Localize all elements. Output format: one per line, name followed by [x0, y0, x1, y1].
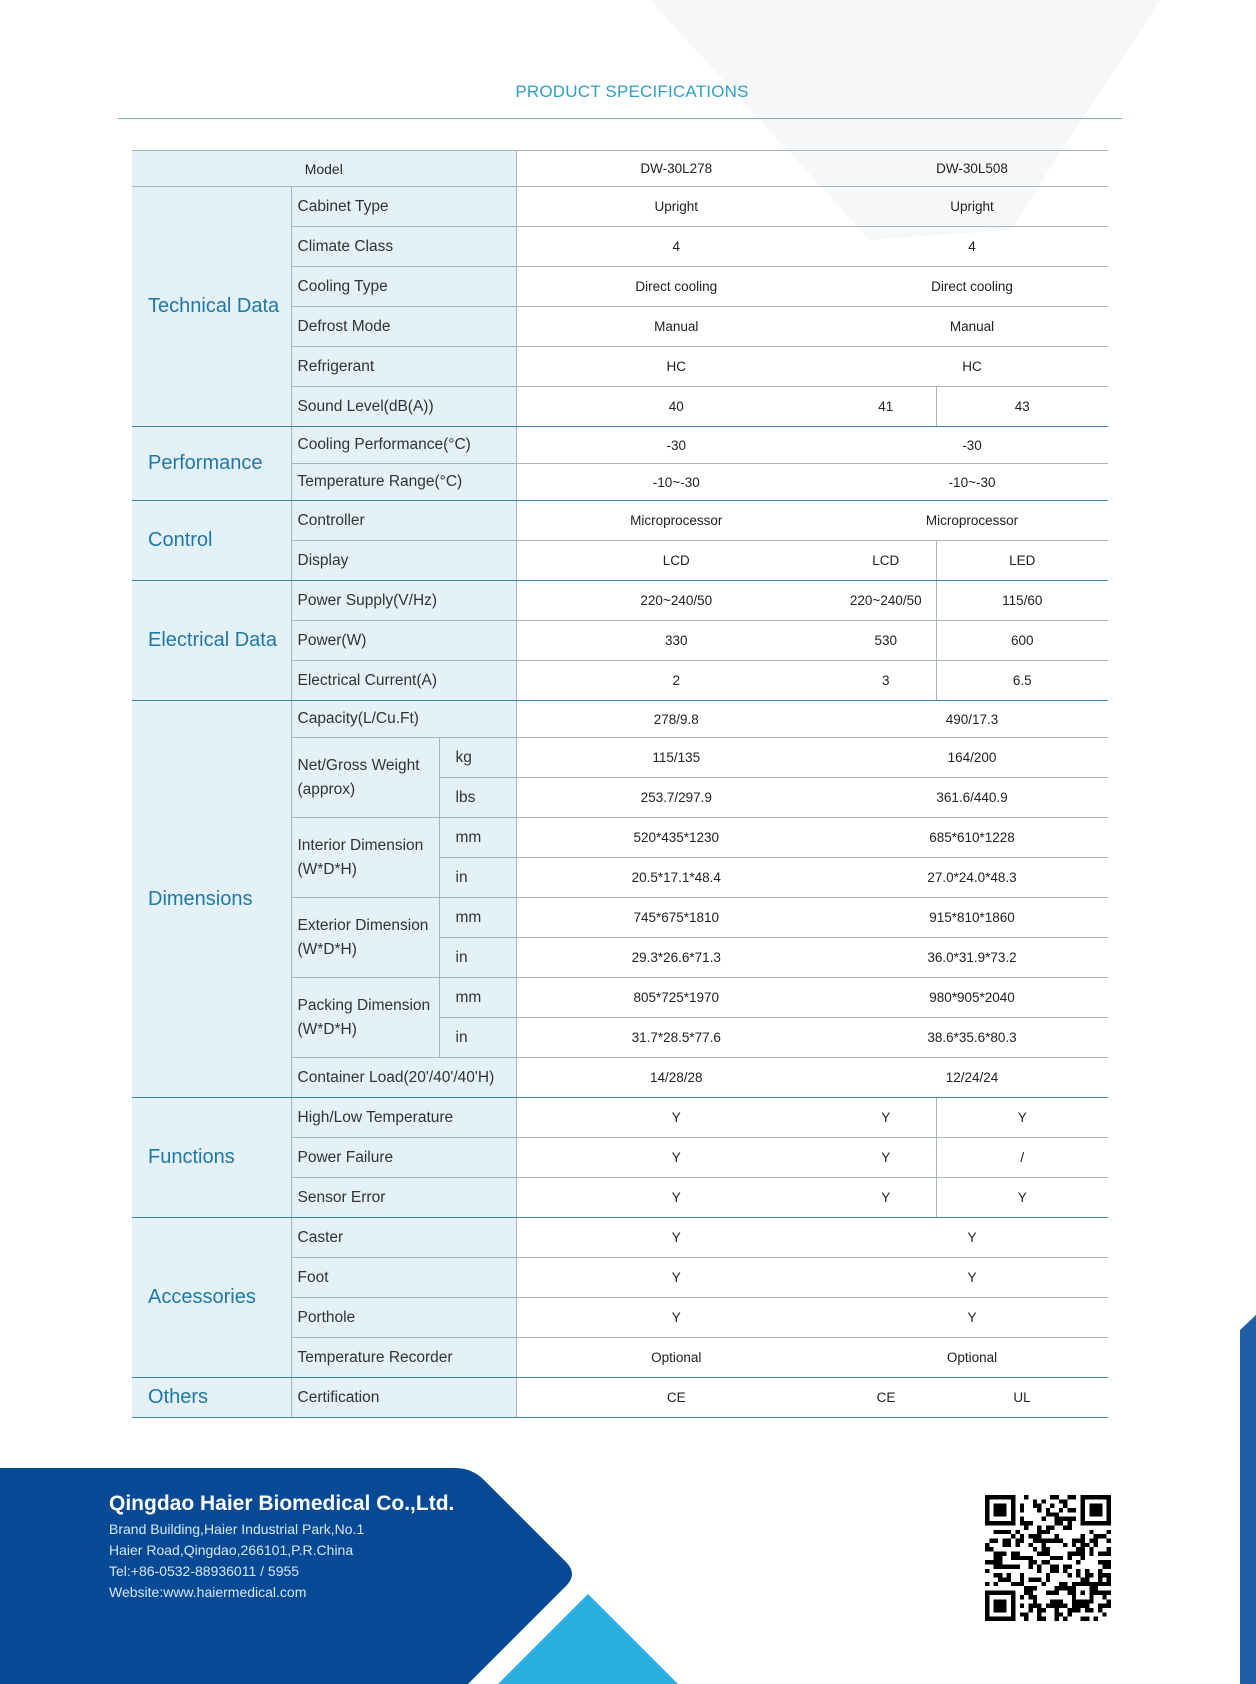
value-a: Manual — [516, 307, 836, 347]
value-a: Y — [516, 1098, 836, 1138]
value-a: 520*435*1230 — [516, 818, 836, 858]
page-title: PRODUCT SPECIFICATIONS — [515, 82, 749, 101]
model-b: DW-30L508 — [836, 151, 1108, 187]
value-a: Upright — [516, 187, 836, 227]
value-b: Y — [836, 1298, 1108, 1338]
row-label: Controller — [291, 501, 516, 541]
unit-label: mm — [439, 898, 516, 938]
value-b: Upright — [836, 187, 1108, 227]
row-label: Climate Class — [291, 227, 516, 267]
value-a: -10~-30 — [516, 464, 836, 501]
row-label: Caster — [291, 1218, 516, 1258]
value-a: Microprocessor — [516, 501, 836, 541]
row-label: Display — [291, 541, 516, 581]
value-a: 253.7/297.9 — [516, 778, 836, 818]
value-a: 20.5*17.1*48.4 — [516, 858, 836, 898]
value-b2: Y — [936, 1178, 1108, 1218]
value-a: 31.7*28.5*77.6 — [516, 1018, 836, 1058]
value-a: 40 — [516, 387, 836, 427]
value-b: 685*610*1228 — [836, 818, 1108, 858]
value-b1: CE — [836, 1378, 936, 1418]
value-b1: LCD — [836, 541, 936, 581]
value-b: 164/200 — [836, 738, 1108, 778]
category-functions: Functions — [132, 1098, 291, 1218]
row-label: Cooling Type — [291, 267, 516, 307]
value-b: 490/17.3 — [836, 701, 1108, 738]
value-b2: LED — [936, 541, 1108, 581]
row-label: Power(W) — [291, 621, 516, 661]
category-dimensions: Dimensions — [132, 701, 291, 1098]
value-a: Optional — [516, 1338, 836, 1378]
table-row — [132, 187, 1108, 227]
value-b2: Y — [936, 1098, 1108, 1138]
value-b: 980*905*2040 — [836, 978, 1108, 1018]
value-b: 915*810*1860 — [836, 898, 1108, 938]
value-b1: 530 — [836, 621, 936, 661]
row-label: Electrical Current(A) — [291, 661, 516, 701]
value-a: CE — [516, 1378, 836, 1418]
table-row — [132, 1378, 1108, 1418]
table-row — [132, 581, 1108, 621]
value-a: -30 — [516, 427, 836, 464]
unit-label: mm — [439, 978, 516, 1018]
value-a: 29.3*26.6*71.3 — [516, 938, 836, 978]
row-label: Sensor Error — [291, 1178, 516, 1218]
value-b1: 220~240/50 — [836, 581, 936, 621]
address-line-2: Haier Road,Qingdao,266101,P.R.China — [109, 1542, 354, 1558]
row-label: Defrost Mode — [291, 307, 516, 347]
model-label: Model — [132, 151, 516, 187]
category-technical: Technical Data — [132, 187, 291, 427]
value-b2: 115/60 — [936, 581, 1108, 621]
value-b: -10~-30 — [836, 464, 1108, 501]
value-b1: 3 — [836, 661, 936, 701]
label-line: (W*D*H) — [297, 1020, 357, 1038]
value-a: 745*675*1810 — [516, 898, 836, 938]
row-label: Foot — [291, 1258, 516, 1298]
value-b: 12/24/24 — [836, 1058, 1108, 1098]
value-b: Optional — [836, 1338, 1108, 1378]
row-label: Net/Gross Weight (approx) — [291, 738, 439, 818]
category-electrical: Electrical Data — [132, 581, 291, 701]
unit-label: in — [439, 1018, 516, 1058]
value-b1: 41 — [836, 387, 936, 427]
table-row — [132, 501, 1108, 541]
value-b1: Y — [836, 1138, 936, 1178]
row-label: Cooling Performance(°C) — [291, 427, 516, 464]
value-b: Y — [836, 1258, 1108, 1298]
label-line: Interior Dimension — [297, 836, 424, 854]
value-b: Microprocessor — [836, 501, 1108, 541]
model-row — [132, 151, 1108, 187]
value-b: HC — [836, 347, 1108, 387]
label-line: Exterior Dimension — [297, 916, 429, 934]
value-a: Y — [516, 1178, 836, 1218]
row-label — [291, 818, 439, 898]
value-a: 115/135 — [516, 738, 836, 778]
value-b1: Y — [836, 1178, 936, 1218]
category-performance: Performance — [132, 427, 291, 501]
table-row — [132, 427, 1108, 464]
value-a: HC — [516, 347, 836, 387]
value-a: 278/9.8 — [516, 701, 836, 738]
unit-label: kg — [439, 738, 516, 778]
address-line-1: Brand Building,Haier Industrial Park,No.1 — [109, 1521, 365, 1537]
spec-table — [132, 150, 1108, 1418]
value-b: 36.0*31.9*73.2 — [836, 938, 1108, 978]
label-line: (W*D*H) — [297, 940, 357, 958]
table-row — [132, 1218, 1108, 1258]
qr-code-icon — [985, 1495, 1111, 1621]
row-label: Power Supply(V/Hz) — [291, 581, 516, 621]
value-b2: 600 — [936, 621, 1108, 661]
value-b: 27.0*24.0*48.3 — [836, 858, 1108, 898]
value-a: 4 — [516, 227, 836, 267]
table-row — [132, 1098, 1108, 1138]
value-a: Direct cooling — [516, 267, 836, 307]
value-a: 805*725*1970 — [516, 978, 836, 1018]
row-label: Refrigerant — [291, 347, 516, 387]
value-b: Y — [836, 1218, 1108, 1258]
value-b2: UL — [936, 1378, 1108, 1418]
company-name: Qingdao Haier Biomedical Co.,Ltd. — [109, 1492, 455, 1515]
row-label: Capacity(L/Cu.Ft) — [291, 701, 516, 738]
value-b2: 43 — [936, 387, 1108, 427]
row-label: Temperature Range(°C) — [291, 464, 516, 501]
value-a: Y — [516, 1138, 836, 1178]
unit-label: mm — [439, 818, 516, 858]
value-b2: 6.5 — [936, 661, 1108, 701]
row-label — [291, 978, 439, 1058]
row-label: Porthole — [291, 1298, 516, 1338]
row-label: Cabinet Type — [291, 187, 516, 227]
row-label: Temperature Recorder — [291, 1338, 516, 1378]
company-address — [109, 1519, 364, 1603]
row-label: Certification — [291, 1378, 516, 1418]
category-others: Others — [132, 1378, 291, 1418]
telephone: Tel:+86-0532-88936011 / 5955 — [109, 1563, 300, 1579]
value-b: Manual — [836, 307, 1108, 347]
value-a: 220~240/50 — [516, 581, 836, 621]
unit-label: lbs — [439, 778, 516, 818]
value-b: 4 — [836, 227, 1108, 267]
unit-label: in — [439, 858, 516, 898]
value-a: 14/28/28 — [516, 1058, 836, 1098]
row-label: High/Low Temperature — [291, 1098, 516, 1138]
label-line: Packing Dimension — [297, 996, 431, 1014]
value-a: Y — [516, 1298, 836, 1338]
row-label — [291, 898, 439, 978]
value-b: 361.6/440.9 — [836, 778, 1108, 818]
value-a: 330 — [516, 621, 836, 661]
value-a: LCD — [516, 541, 836, 581]
table-row — [132, 701, 1108, 738]
model-a: DW-30L278 — [516, 151, 836, 187]
category-accessories: Accessories — [132, 1218, 291, 1378]
category-control: Control — [132, 501, 291, 581]
value-b1: Y — [836, 1098, 936, 1138]
row-label: Container Load(20'/40'/40'H) — [291, 1058, 516, 1098]
unit-label: in — [439, 938, 516, 978]
row-label: Power Failure — [291, 1138, 516, 1178]
website: Website:www.haiermedical.com — [109, 1584, 307, 1600]
value-a: Y — [516, 1258, 836, 1298]
title-divider — [118, 118, 1122, 119]
value-a: Y — [516, 1218, 836, 1258]
value-b: 38.6*35.6*80.3 — [836, 1018, 1108, 1058]
value-b: Direct cooling — [836, 267, 1108, 307]
value-b2: / — [936, 1138, 1108, 1178]
value-a: 2 — [516, 661, 836, 701]
row-label: Sound Level(dB(A)) — [291, 387, 516, 427]
label-line: (W*D*H) — [297, 860, 357, 878]
value-b: -30 — [836, 427, 1108, 464]
